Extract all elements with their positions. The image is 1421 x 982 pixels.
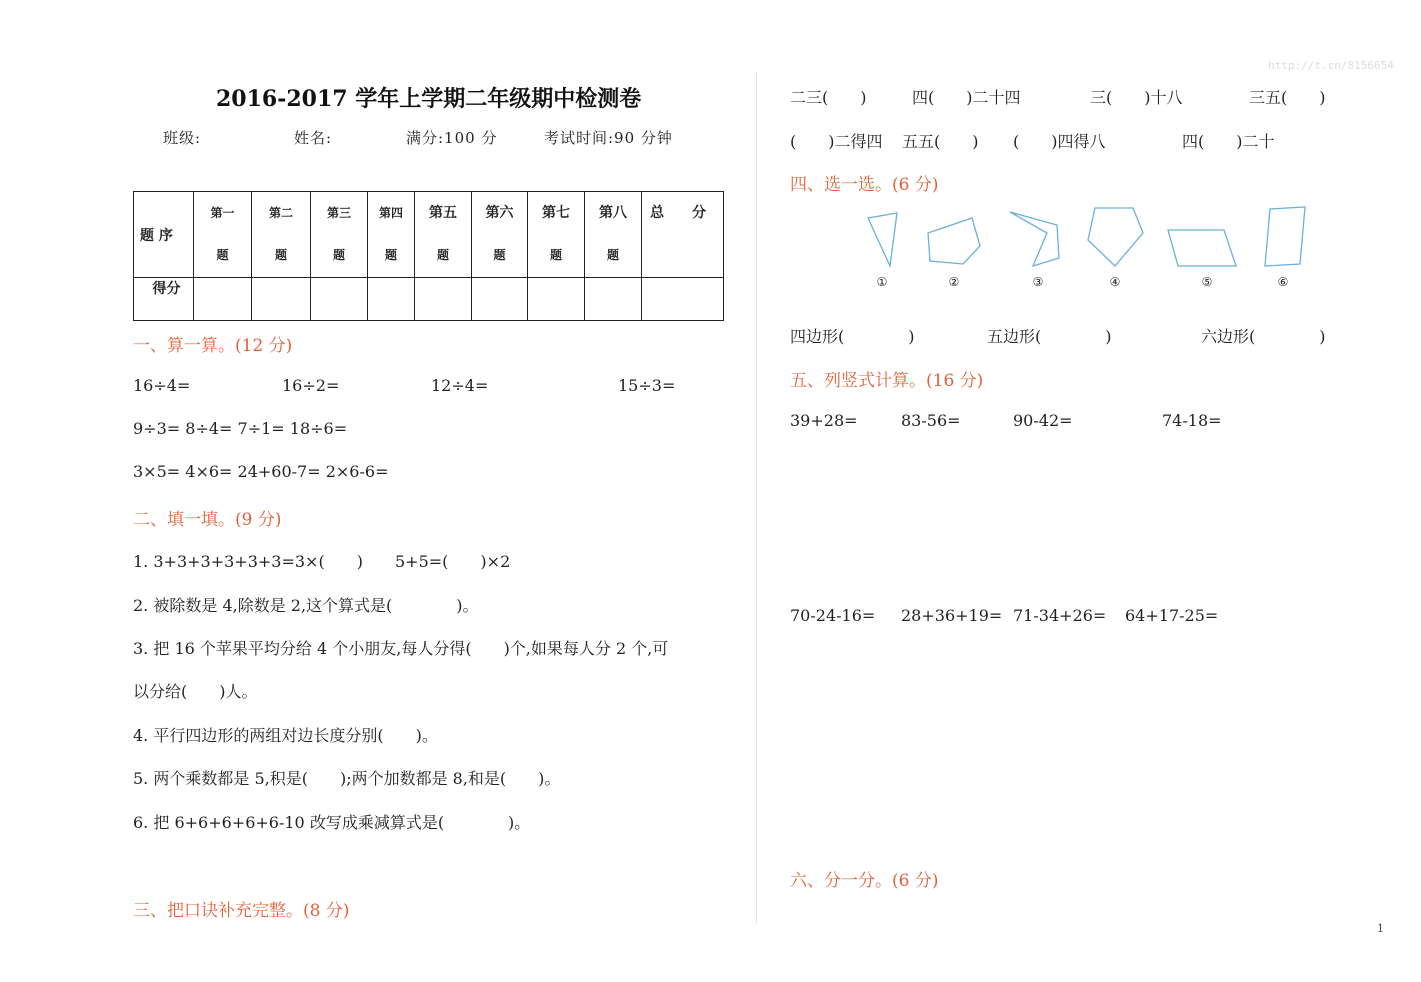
s1-q4: 15÷3= xyxy=(618,376,676,395)
score-cell[interactable] xyxy=(194,278,252,321)
section4-heading: 四、选一选。(6 分) xyxy=(790,175,939,195)
shape-number-2: ② xyxy=(948,275,960,289)
section3-heading: 三、把口诀补充完整。(8 分) xyxy=(133,901,350,921)
table-header-total: 总 分 xyxy=(642,192,724,278)
s1-q3: 12÷4= xyxy=(431,376,489,395)
header-top: 第一 xyxy=(210,206,235,220)
header-bottom: 题 xyxy=(332,248,345,262)
header-bottom: 题 xyxy=(549,248,562,262)
header-top: 第四 xyxy=(378,206,403,220)
s1-q1: 16÷4= xyxy=(133,376,191,395)
table-header-4 xyxy=(368,192,415,278)
score-cell[interactable] xyxy=(368,278,415,321)
table-header-2 xyxy=(252,192,311,278)
s5-r1-4: 74-18= xyxy=(1162,411,1222,430)
header-bottom: 题 xyxy=(606,248,619,262)
s1-row2: 9÷3= 8÷4= 7÷1= 18÷6= xyxy=(133,419,348,438)
watermark: http://t.cn/8156654 xyxy=(1268,59,1394,72)
page-number: 1 xyxy=(1377,922,1384,935)
s3-r2-4: 四( )二十 xyxy=(1182,132,1275,151)
s5-r1-2: 83-56= xyxy=(901,411,961,430)
table-header-6 xyxy=(472,192,528,278)
s3-r2-2: 五五( ) xyxy=(902,132,979,151)
shape-1-triangle xyxy=(868,213,897,266)
full-score: 满分:100 分 xyxy=(406,129,498,147)
shape-number-3: ③ xyxy=(1032,275,1044,289)
s5-r1-1: 39+28= xyxy=(790,411,858,430)
score-cell[interactable] xyxy=(585,278,642,321)
table-corner: 题 序 xyxy=(134,192,194,278)
header-bottom: 题 xyxy=(384,248,397,262)
shape-3-concave-quad xyxy=(1010,212,1059,266)
s2-q4: 4. 平行四边形的两组对边长度分别( )。 xyxy=(133,726,438,745)
s5-r2-2: 28+36+19= xyxy=(901,606,1003,625)
header-bottom: 题 xyxy=(493,248,506,262)
s2-q1a: 1. 3+3+3+3+3+3=3×( ) xyxy=(133,552,363,571)
header-top: 第八 xyxy=(599,205,627,221)
section1-heading: 一、算一算。(12 分) xyxy=(133,336,293,356)
s2-q2: 2. 被除数是 4,除数是 2,这个算式是( )。 xyxy=(133,596,479,615)
column-divider xyxy=(756,72,757,924)
s3-r1-4: 三五( ) xyxy=(1249,88,1326,107)
table-header-8 xyxy=(585,192,642,278)
s2-q3b: 以分给( )人。 xyxy=(133,682,258,701)
s3-r1-3: 三( )十八 xyxy=(1090,88,1183,107)
score-cell[interactable] xyxy=(472,278,528,321)
score-cell[interactable] xyxy=(415,278,472,321)
section6-heading: 六、分一分。(6 分) xyxy=(790,871,939,891)
score-cell-total[interactable] xyxy=(642,278,724,321)
section2-heading: 二、填一填。(9 分) xyxy=(133,510,282,530)
header-top: 第三 xyxy=(326,206,351,220)
shapes-figure xyxy=(860,200,1320,295)
s5-r2-1: 70-24-16= xyxy=(790,606,876,625)
exam-time: 考试时间:90 分钟 xyxy=(544,129,673,147)
s3-r1-2: 四( )二十四 xyxy=(912,88,1021,107)
table-header-7 xyxy=(528,192,585,278)
class-label: 班级: xyxy=(163,129,202,147)
s2-q5: 5. 两个乘数都是 5,积是( );两个加数都是 8,和是( )。 xyxy=(133,769,561,788)
header-top: 第五 xyxy=(429,205,457,221)
header-bottom: 题 xyxy=(216,248,229,262)
s2-q1b: 5+5=( )×2 xyxy=(395,552,511,571)
s1-row3: 3×5= 4×6= 24+60-7= 2×6-6= xyxy=(133,462,389,481)
table-header-5 xyxy=(415,192,472,278)
header-bottom: 题 xyxy=(436,248,449,262)
score-cell[interactable] xyxy=(252,278,311,321)
shape-2-pentagon xyxy=(928,218,980,264)
score-table xyxy=(133,191,724,321)
s5-r2-4: 64+17-25= xyxy=(1125,606,1219,625)
shape-5-parallelogram xyxy=(1168,230,1236,266)
shape-4-pentagon xyxy=(1088,208,1143,266)
s4-answer-quad: 四边形( ) xyxy=(790,327,915,346)
section5-heading: 五、列竖式计算。(16 分) xyxy=(790,371,984,391)
shape-number-5: ⑤ xyxy=(1201,275,1213,289)
shape-6-quadrilateral xyxy=(1265,207,1305,266)
table-header-1 xyxy=(194,192,252,278)
name-label: 姓名: xyxy=(294,129,333,147)
shape-number-6: ⑥ xyxy=(1277,275,1289,289)
score-row-label: 得分 xyxy=(134,278,194,321)
score-cell[interactable] xyxy=(311,278,368,321)
shape-number-4: ④ xyxy=(1109,275,1121,289)
s4-answer-hex: 六边形( ) xyxy=(1201,327,1326,346)
shape-number-1: ① xyxy=(876,275,888,289)
header-top: 第二 xyxy=(268,206,293,220)
s3-r1-1: 二三( ) xyxy=(790,88,867,107)
s4-answer-pent: 五边形( ) xyxy=(987,327,1112,346)
header-bottom: 题 xyxy=(274,248,287,262)
s1-q2: 16÷2= xyxy=(282,376,340,395)
score-cell[interactable] xyxy=(528,278,585,321)
s3-r2-3: ( )四得八 xyxy=(1013,132,1106,151)
s5-r1-3: 90-42= xyxy=(1013,411,1073,430)
header-top: 第六 xyxy=(485,205,514,221)
table-header-3 xyxy=(311,192,368,278)
s2-q3a: 3. 把 16 个苹果平均分给 4 个小朋友,每人分得( )个,如果每人分 2 个,可 xyxy=(133,639,669,658)
s3-r2-1: ( )二得四 xyxy=(790,132,883,151)
s2-q6: 6. 把 6+6+6+6+6-10 改写成乘减算式是( )。 xyxy=(133,813,531,832)
exam-title: 2016-2017 学年上学期二年级期中检测卷 xyxy=(216,86,642,112)
header-top: 第七 xyxy=(542,205,570,221)
s5-r2-3: 71-34+26= xyxy=(1013,606,1107,625)
